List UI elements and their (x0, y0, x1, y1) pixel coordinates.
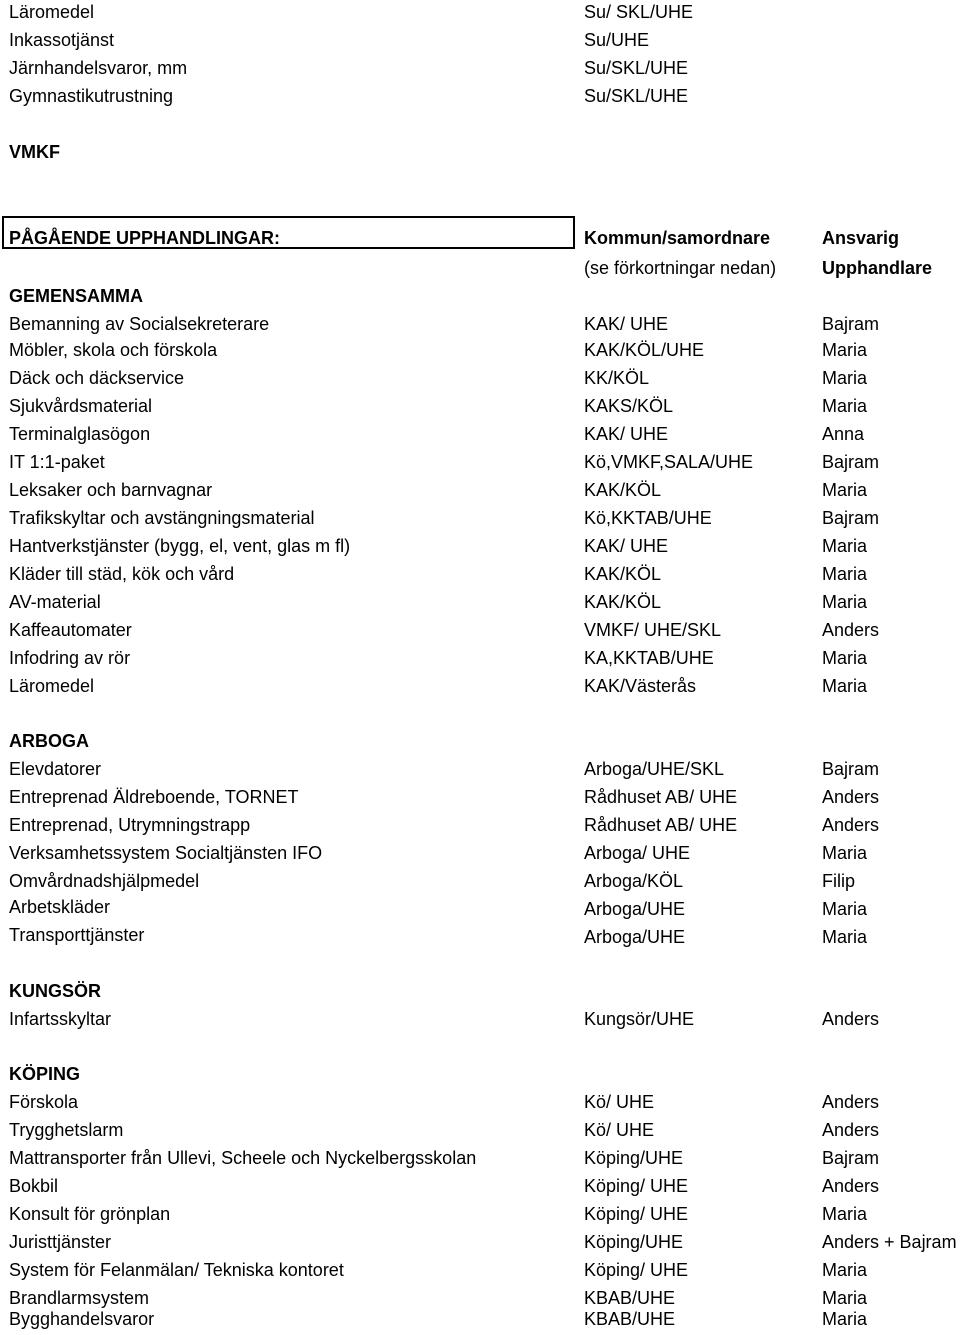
table-subheader (0, 256, 960, 284)
item-person: Maria (822, 480, 868, 500)
item-name: Arbetskläder (9, 897, 111, 917)
table-row (0, 1258, 960, 1286)
table-row (0, 366, 960, 394)
item-code: Arboga/ UHE (584, 843, 691, 863)
item-name: Bokbil (9, 1176, 59, 1196)
table-row (0, 1118, 960, 1146)
table-row (0, 534, 960, 562)
item-code: Su/SKL/UHE (584, 58, 689, 78)
table-row (0, 84, 960, 112)
table-row (0, 813, 960, 841)
item-person: Maria (822, 1204, 868, 1224)
item-name: Entreprenad Äldreboende, TORNET (9, 787, 299, 807)
item-name: Brandlarmsystem (9, 1288, 150, 1308)
item-name: Möbler, skola och förskola (9, 340, 218, 360)
table-row (0, 1307, 960, 1335)
item-person: Maria (822, 396, 868, 416)
item-person: Anders (822, 787, 880, 807)
item-name: Trygghetslarm (9, 1120, 124, 1140)
item-code: KAK/ UHE (584, 314, 669, 334)
table-row (0, 618, 960, 646)
item-code: KAK/ UHE (584, 536, 669, 556)
table-row (0, 674, 960, 702)
item-person: Maria (822, 927, 868, 947)
item-person: Anders (822, 1009, 880, 1029)
item-code: KBAB/UHE (584, 1309, 676, 1329)
item-name: AV-material (9, 592, 101, 612)
item-code: Su/SKL/UHE (584, 86, 689, 106)
item-code: VMKF/ UHE/SKL (584, 620, 722, 640)
item-code: Kungsör/UHE (584, 1009, 695, 1029)
item-name: System för Felanmälan/ Tekniska kontoret (9, 1260, 344, 1280)
table-header (0, 226, 960, 254)
item-code: Arboga/KÖL (584, 871, 684, 891)
table-row (0, 785, 960, 813)
item-name: Trafikskyltar och avstängningsmaterial (9, 508, 315, 528)
item-person: Bajram (822, 759, 880, 779)
item-name: Läromedel (9, 2, 95, 22)
table-row (0, 590, 960, 618)
item-code: Kö,VMKF,SALA/UHE (584, 452, 754, 472)
item-name: IT 1:1-paket (9, 452, 105, 472)
table-row (0, 1230, 960, 1258)
section-title-arboga: ARBOGA (9, 731, 89, 751)
item-person: Anders (822, 815, 880, 835)
item-code: Köping/UHE (584, 1148, 684, 1168)
table-row (0, 338, 960, 366)
table-row (0, 869, 960, 897)
item-code: Su/UHE (584, 30, 650, 50)
item-person: Anders (822, 1092, 880, 1112)
section-title-koping: KÖPING (9, 1064, 81, 1084)
item-name: Däck och däckservice (9, 368, 185, 388)
table-row (0, 562, 960, 590)
item-code: Köping/ UHE (584, 1176, 689, 1196)
header-col3: Ansvarig (822, 228, 900, 248)
table-row (0, 0, 960, 28)
item-code: KAK/KÖL (584, 564, 662, 584)
item-code: Kö,KKTAB/UHE (584, 508, 712, 528)
item-person: Maria (822, 899, 868, 919)
item-person: Anders + Bajram (822, 1232, 957, 1252)
item-code: KA,KKTAB/UHE (584, 648, 714, 668)
section-title (0, 729, 960, 757)
item-person: Maria (822, 1309, 868, 1329)
table-row (0, 312, 960, 340)
item-person: Maria (822, 564, 868, 584)
section-title (0, 284, 960, 312)
table-row (0, 1090, 960, 1118)
vmkf-label: VMKF (9, 142, 60, 162)
item-name: Leksaker och barnvagnar (9, 480, 213, 500)
table-row (0, 394, 960, 422)
item-person: Bajram (822, 314, 880, 334)
header-col3-sub: Upphandlare (822, 258, 933, 278)
item-name: Kaffeautomater (9, 620, 132, 640)
item-name: Kläder till städ, kök och vård (9, 564, 235, 584)
table-row (0, 646, 960, 674)
item-person: Maria (822, 676, 868, 696)
item-code: Arboga/UHE/SKL (584, 759, 725, 779)
item-name: Elevdatorer (9, 759, 102, 779)
item-code: KBAB/UHE (584, 1288, 676, 1308)
item-code: KAK/KÖL (584, 480, 662, 500)
item-code: Arboga/UHE (584, 927, 686, 947)
item-person: Maria (822, 592, 868, 612)
item-code: Kö/ UHE (584, 1120, 655, 1140)
item-person: Maria (822, 1288, 868, 1308)
table-row (0, 56, 960, 84)
item-person: Filip (822, 871, 856, 891)
table-row (0, 450, 960, 478)
item-code: Su/ SKL/UHE (584, 2, 694, 22)
item-name: Transporttjänster (9, 925, 145, 945)
item-code: KK/KÖL (584, 368, 650, 388)
item-name: Hantverkstjänster (bygg, el, vent, glas m fl) (9, 536, 351, 556)
item-name: Juristtjänster (9, 1232, 112, 1252)
item-person: Bajram (822, 1148, 880, 1168)
section-title-gemensamma: GEMENSAMMA (9, 286, 143, 306)
table-row (0, 1007, 960, 1035)
item-code: Arboga/UHE (584, 899, 686, 919)
item-name: Bemanning av Socialsekreterare (9, 314, 270, 334)
item-name: Förskola (9, 1092, 79, 1112)
item-name: Omvårdnadshjälpmedel (9, 871, 200, 891)
item-name: Järnhandelsvaror, mm (9, 58, 188, 78)
item-code: Kö/ UHE (584, 1092, 655, 1112)
item-name: Bygghandelsvaror (9, 1309, 155, 1329)
section-title (0, 1062, 960, 1090)
table-row (0, 478, 960, 506)
item-code: Rådhuset AB/ UHE (584, 787, 738, 807)
table-row (0, 757, 960, 785)
item-name: Infodring av rör (9, 648, 131, 668)
item-person: Anders (822, 620, 880, 640)
item-code: KAKS/KÖL (584, 396, 674, 416)
item-name: Inkassotjänst (9, 30, 115, 50)
item-person: Anna (822, 424, 865, 444)
item-person: Anders (822, 1120, 880, 1140)
table-row (0, 506, 960, 534)
item-person: Maria (822, 648, 868, 668)
table-row (0, 1146, 960, 1174)
item-name: Konsult för grönplan (9, 1204, 171, 1224)
item-code: KAK/Västerås (584, 676, 697, 696)
item-name: Gymnastikutrustning (9, 86, 174, 106)
item-person: Maria (822, 340, 868, 360)
section-heading (0, 140, 960, 168)
item-name: Verksamhetssystem Socialtjänsten IFO (9, 843, 323, 863)
table-row (0, 841, 960, 869)
item-person: Maria (822, 368, 868, 388)
item-person: Bajram (822, 508, 880, 528)
table-row (0, 895, 960, 923)
item-name: Sjukvårdsmaterial (9, 396, 153, 416)
item-code: KAK/ UHE (584, 424, 669, 444)
item-code: Köping/ UHE (584, 1204, 689, 1224)
item-name: Terminalglasögon (9, 424, 151, 444)
item-person: Anders (822, 1176, 880, 1196)
header-col2: Kommun/samordnare (584, 228, 771, 248)
item-person: Maria (822, 1260, 868, 1280)
section-title-kungsor: KUNGSÖR (9, 981, 102, 1001)
item-name: Infartsskyltar (9, 1009, 112, 1029)
item-name: Mattransporter från Ullevi, Scheele och Nyckelbergsskolan (9, 1148, 477, 1168)
section-title (0, 979, 960, 1007)
item-name: Läromedel (9, 676, 95, 696)
item-name: Entreprenad, Utrymningstrapp (9, 815, 251, 835)
item-person: Bajram (822, 452, 880, 472)
table-row (0, 28, 960, 56)
item-code: Köping/ UHE (584, 1260, 689, 1280)
item-code: Rådhuset AB/ UHE (584, 815, 738, 835)
header-title: PÅGÅENDE UPPHANDLINGAR: (9, 228, 281, 248)
item-person: Maria (822, 536, 868, 556)
table-row (0, 923, 960, 951)
table-row (0, 1174, 960, 1202)
header-col2-sub: (se förkortningar nedan) (584, 258, 777, 278)
item-code: Köping/UHE (584, 1232, 684, 1252)
table-row (0, 422, 960, 450)
table-row (0, 1202, 960, 1230)
item-code: KAK/KÖL (584, 592, 662, 612)
item-code: KAK/KÖL/UHE (584, 340, 705, 360)
item-person: Maria (822, 843, 868, 863)
